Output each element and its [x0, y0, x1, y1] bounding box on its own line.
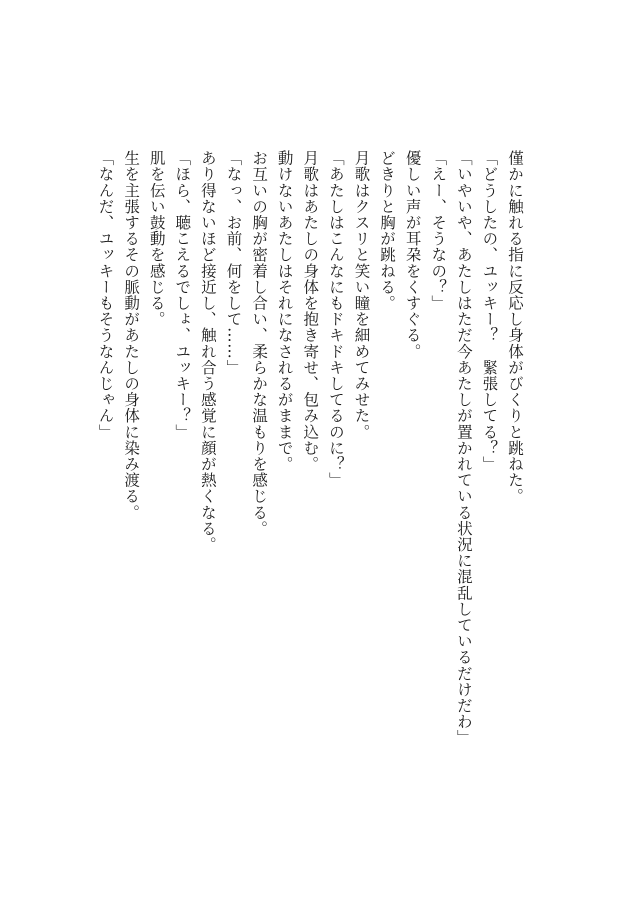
text-line: 「あたしはこんなにもドキドキしてるのに？」: [326, 150, 345, 489]
text-line: 「えー、そうなの？」: [429, 150, 448, 311]
text-line: 優しい声が耳朶をくすぐる。: [403, 150, 422, 360]
vertical-text-block: [92, 150, 527, 746]
text-line: お互いの胸が密着し合い、柔らかな温もりを感じる。: [250, 150, 269, 537]
text-line: 「なっ、お前、何をして……」: [224, 150, 243, 376]
text-line: 「どうしたの、ユッキー？ 緊張してる？」: [480, 150, 499, 472]
text-line: 「ほら、聴こえるでしょ、ユッキー？」: [173, 150, 192, 440]
text-line: 肌を伝い鼓動を感じる。: [147, 150, 166, 328]
text-line: 僅かに触れる指に反応し身体がびくりと跳ねた。: [506, 150, 524, 505]
text-line: 動けないあたしはそれになされるがままで。: [275, 150, 294, 472]
text-line: 月歌はあたしの身体を抱き寄せ、包み込む。: [301, 150, 320, 472]
text-line: 月歌はクスリと笑い瞳を細めてみせた。: [352, 150, 371, 440]
text-line: 「なんだ、ユッキーもそうなんじゃん」: [96, 150, 115, 440]
text-line: あり得ないほど接近し、触れ合う感覚に顔が熱くなる。: [198, 150, 217, 553]
text-line: どきりと胸が跳ねる。: [378, 150, 397, 311]
text-line: 「いやいや、あたしはただ今あたしが置かれている状況に混乱しているだけだわ」: [454, 150, 473, 746]
text-line: 生を主張するその脈動があたしの身体に染み渡る。: [122, 150, 141, 521]
